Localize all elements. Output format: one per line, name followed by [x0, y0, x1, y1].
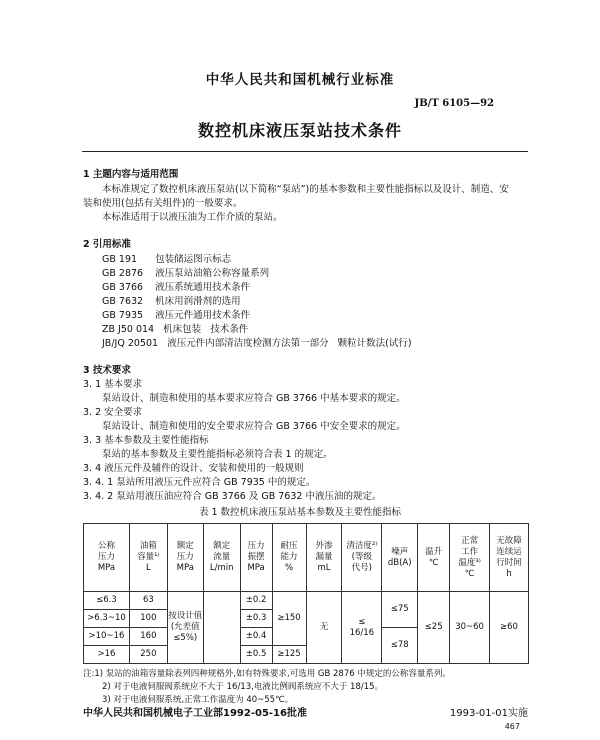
reference-item: GB 7632 机床用润滑剂的选用 [102, 296, 241, 307]
cell-pressure: >16 [84, 646, 130, 664]
cell-capacity: 160 [129, 628, 167, 646]
header-cleanliness: 清洁度²⁾ (等级 代号) [342, 524, 382, 592]
implementation-date: 1993-01-01实施 [449, 708, 528, 719]
reference-item: ZB J50 014 机床包装 技术条件 [102, 324, 249, 335]
cell-pressure: >6.3~10 [84, 610, 130, 628]
document-title: 数控机床液压泵站技术条件 [197, 121, 402, 140]
reference-item: JB/JQ 20501 液压元件内部清洁度检测方法第一部分 颗粒计数法(试行) [102, 338, 412, 349]
reference-item: GB 2876 液压泵站油箱公称容量系列 [102, 268, 270, 279]
cell-capacity: 250 [129, 646, 167, 664]
header-temp-rise: 温升 ℃ [418, 524, 450, 592]
clause-3-2-text: 泵站设计、制造和使用的安全要求应符合 GB 3766 中安全要求的规定。 [102, 421, 406, 432]
section-1-paragraph-line: 装和使用(包括有关组件)的一般要求。 [83, 198, 243, 209]
clause-3-4-heading: 3. 4 液压元件及辅件的设计、安装和使用的一般规则 [83, 463, 304, 474]
cell-mtbf: ≥60 [490, 592, 529, 664]
header-withstand: 耐压 能力 % [272, 524, 306, 592]
cell-withstand: ≥150 [272, 592, 306, 646]
issuing-organization: 中华人民共和国机械行业标准 [205, 72, 395, 88]
cell-withstand: ≥125 [272, 646, 306, 664]
table-note: 2) 对于电液伺服阀系统应不大于 16/13,电液比例阀系统应不大于 18/15。 [102, 682, 384, 692]
header-pressure-swing: 压力 振摆 MPa [240, 524, 272, 592]
section-2-heading: 2 引用标准 [83, 239, 131, 250]
table-note: 注:1) 泵站的油箱容量除表列四种规格外,如有特殊要求,可选用 GB 2876 中规定的公称容量系列。 [83, 669, 451, 679]
cell-cleanliness: ≤ 16/16 [342, 592, 382, 664]
cell-temp-rise: ≤25 [418, 592, 450, 664]
parameter-table [83, 523, 529, 664]
approval-line: 中华人民共和国机械电子工业部1992-05-16批准 [83, 708, 307, 719]
header-mtbf: 无故障 连续运 行时间 h [490, 524, 529, 592]
header-working-temp: 正常 工作 温度³⁾ ℃ [450, 524, 490, 592]
page-number: 467 [504, 722, 520, 731]
cell-swing: ±0.2 [240, 592, 272, 610]
clause-3-4-1: 3. 4. 1 泵站所用液压元件应符合 GB 7935 中的规定。 [83, 477, 316, 488]
standard-number: JB/T 6105—92 [414, 98, 494, 109]
reference-item: GB 3766 液压系统通用技术条件 [102, 282, 251, 293]
cell-noise: ≤78 [382, 628, 418, 664]
header-rated-flow: 额定 流量 L/min [203, 524, 240, 592]
clause-3-2-heading: 3. 2 安全要求 [83, 407, 143, 418]
cell-swing: ±0.5 [240, 646, 272, 664]
clause-3-1-text: 泵站设计、制造和使用的基本要求应符合 GB 3766 中基本要求的规定。 [102, 393, 406, 404]
cell-capacity: 63 [129, 592, 167, 610]
clause-3-1-heading: 3. 1 基本要求 [83, 379, 143, 390]
cell-noise: ≤75 [382, 592, 418, 628]
table-row [84, 592, 529, 610]
cell-rated-flow [203, 592, 240, 664]
section-1-heading: 1 主题内容与适用范围 [83, 169, 179, 180]
header-external-leakage: 外渗 漏量 mL [306, 524, 342, 592]
cell-leakage: 无 [306, 592, 342, 664]
title-divider [82, 151, 528, 152]
section-1-scope: 本标准适用于以液压油为工作介质的泵站。 [102, 212, 283, 223]
cell-pressure: ≤6.3 [84, 592, 130, 610]
cell-rated-pressure: 按设计值 (允差值 ≤5%) [167, 592, 203, 664]
reference-item: GB 7935 液压元件通用技术条件 [102, 310, 251, 321]
cell-capacity: 100 [129, 610, 167, 628]
table-caption: 表 1 数控机床液压泵站基本参数及主要性能指标 [198, 507, 402, 518]
reference-item: GB 191 包装储运图示标志 [102, 254, 232, 265]
header-nominal-pressure: 公称 压力 MPa [84, 524, 130, 592]
cell-swing: ±0.3 [240, 610, 272, 628]
clause-3-3-heading: 3. 3 基本参数及主要性能指标 [83, 435, 209, 446]
clause-3-4-2: 3. 4. 2 泵站用液压油应符合 GB 3766 及 GB 7632 中液压油的规定。 [83, 491, 382, 502]
cell-working-temp: 30~60 [450, 592, 490, 664]
header-tank-capacity: 油箱 容量¹⁾ L [129, 524, 167, 592]
section-1-paragraph-line: 本标准规定了数控机床液压泵站(以下简称“泵站”)的基本参数和主要性能指标以及设计、制造、安 [102, 184, 509, 195]
header-noise: 噪声 dB(A) [382, 524, 418, 592]
cell-swing: ±0.4 [240, 628, 272, 646]
section-3-heading: 3 技术要求 [83, 365, 131, 376]
table-note: 3) 对于电液伺服系统,正常工作温度为 40~55℃。 [102, 695, 294, 705]
cell-pressure: >10~16 [84, 628, 130, 646]
header-rated-pressure: 额定 压力 MPa [167, 524, 203, 592]
clause-3-3-text: 泵站的基本参数及主要性能指标必须符合表 1 的规定。 [102, 449, 333, 460]
